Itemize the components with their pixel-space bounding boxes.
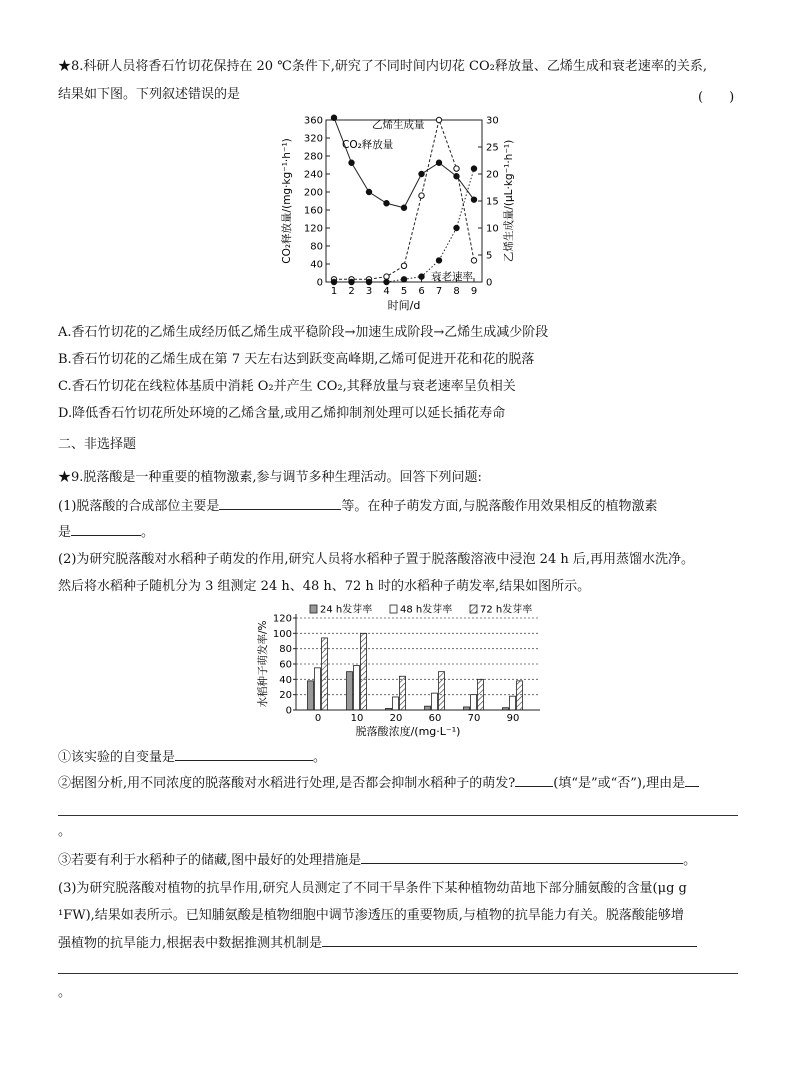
data-point [471,166,476,171]
y-tick-label: 80 [279,644,292,656]
q9-stem: ★9.脱落酸是一种重要的植物激素,参与调节多种生理活动。回答下列问题: [58,470,482,485]
y-left-tick-label: 40 [310,259,323,271]
data-point [384,279,389,284]
legend-label: 24 h发芽率 [320,604,373,616]
q9-part2-line2: 然后将水稻种子随机分为 3 组测定 24 h、48 h、72 h 时的水稻种子萌发率,结果如图所示。 [58,579,591,594]
q9-sub1-period: 。 [313,750,327,765]
legend-label: 72 h发芽率 [480,604,533,616]
legend-swatch [310,605,317,613]
q9-part2-line1: (2)为研究脱落酸对水稻种子萌发的作用,研究人员将水稻种子置于脱落酸溶液中浸泡 24 h 后,再用蒸馏水洗净。 [58,552,694,567]
y-right-tick-label: 10 [486,223,499,235]
x-tick-label: 7 [435,286,443,297]
q8-option-b: B.香石竹切花的乙烯生成在第 7 天左右达到跃变高峰期,乙烯可促进开花和花的脱落 [58,352,535,367]
q9-part3-line3 [58,934,697,953]
data-point [384,201,389,206]
y-left-tick-label: 280 [303,151,323,163]
y-tick-label: 20 [279,690,292,702]
bar [517,681,523,710]
data-point [401,205,406,210]
y-right-tick-label: 25 [486,142,499,154]
bar [308,681,314,710]
y-left-tick-label: 200 [303,187,323,199]
data-point [401,277,406,282]
data-point [384,274,389,279]
answer-blank-storage[interactable] [361,851,683,864]
series-line [334,118,474,208]
q9-part3-line2: ¹FW),结果如表所示。已知脯氨酸是植物细胞中调节渗透压的重要物质,与植物的抗旱能力有关。脱落酸能够增 [58,908,684,923]
x-tick-label: 8 [453,286,460,297]
y-left-axis-label: CO₂释放量/(mg·kg⁻¹·h⁻¹) [281,138,293,264]
bar [347,672,353,710]
y-right-axis-label: 乙烯生成量/(μL·kg⁻¹·h⁻¹) [503,139,515,263]
answer-blank-variable[interactable] [175,748,313,761]
x-tick-label: 60 [428,713,442,724]
y-right-tick-label: 30 [486,115,499,127]
data-point [349,160,354,165]
data-point [366,279,371,284]
q9-part3-text: 强植物的抗旱能力,根据表中数据推测其机制是 [58,936,323,951]
answer-blank-reason-start[interactable] [685,774,699,787]
q8-stem-line1: ★8.科研人员将香石竹切花保持在 20 ℃条件下,研究了不同时间内切花 CO₂释放量、乙烯生成和衰老速率的关系, [58,59,707,74]
answer-blank-hormone[interactable] [71,523,141,536]
bar [354,666,360,710]
x-axis-label: 时间/d [387,299,421,312]
x-tick-label: 9 [470,286,478,297]
q9-part1-line1 [58,497,658,516]
x-tick-label: 10 [350,713,364,724]
x-tick-label: 1 [330,286,338,297]
data-point [436,117,441,122]
bar [315,668,321,710]
y-left-tick-label: 320 [303,133,323,145]
y-left-tick-label: 360 [303,115,323,127]
series-label-co2: CO₂释放量 [342,139,394,151]
y-tick-label: 100 [272,628,292,640]
data-point [454,225,459,230]
answer-blank-synthesis-site[interactable] [219,497,341,510]
answer-blank-mechanism[interactable] [322,934,697,947]
y-tick-label: 0 [285,705,292,717]
data-point [436,160,441,165]
q9-sub3 [58,851,696,870]
q9-sub2-text: ②据图分析,用不同浓度的脱落酸对水稻进行处理,是否都会抑制水稻种子的萌发? [58,776,516,791]
legend-label: 48 h发芽率 [400,604,453,616]
data-point [419,171,424,176]
x-tick-label: 20 [389,713,403,724]
x-tick-label: 70 [467,713,481,724]
data-point [331,279,336,284]
q9-sub3-text: ③若要有利于水稻种子的储藏,图中最好的处理措施是 [58,853,362,868]
answer-blank-yes-no[interactable] [515,774,553,787]
y-left-tick-label: 80 [310,241,323,253]
q8-stem-line2: 结果如下图。下列叙述错误的是 [58,87,241,102]
q8-option-d: D.降低香石竹切花所处环境的乙烯含量,或用乙烯抑制剂处理可以延长插花寿命 [58,406,506,421]
q9-part1-period: 。 [141,525,155,540]
answer-line-reason[interactable] [58,815,738,816]
germination-bar-chart [250,600,560,740]
q9-part1-text-b: 等。在种子萌发方面,与脱落酸作用效果相反的植物激素 [341,499,658,514]
y-tick-label: 40 [279,674,292,686]
q9-part1-text-a: (1)脱落酸的合成部位主要是 [58,499,220,514]
q9-sub2-end: 。 [58,824,72,839]
y-left-tick-label: 0 [316,277,323,289]
series-label-senescence: 衰老速率 [431,271,473,283]
q9-sub2-text-b: (填“是”或“否”),理由是 [553,776,686,791]
data-point [349,279,354,284]
data-point [419,274,424,279]
q9-part3-end: 。 [58,985,72,1000]
bar [322,638,328,710]
bar [478,679,484,710]
q9-sub2 [58,774,699,793]
y-left-tick-label: 240 [303,169,323,181]
data-point [436,258,441,263]
bar [510,696,516,710]
data-point [366,189,371,194]
x-tick-label: 90 [506,713,520,724]
q8-option-a: A.香石竹切花的乙烯生成经历低乙烯生成平稳阶段→加速生成阶段→乙烯生成减少阶段 [58,325,549,340]
ethylene-co2-line-chart [260,110,540,320]
section-heading: 二、非选择题 [58,437,137,452]
data-point [454,166,459,171]
x-tick-label: 4 [383,286,390,297]
data-point [331,115,336,120]
q8-option-c: C.香石竹切花在线粒体基质中消耗 O₂并产生 CO₂,其释放量与衰老速率呈负相关 [58,379,516,394]
y-right-tick-label: 5 [486,250,493,262]
data-point [419,193,424,198]
y-tick-label: 120 [272,613,292,625]
y-left-tick-label: 160 [303,205,323,217]
x-tick-label: 2 [348,286,355,297]
legend-swatch [390,605,397,613]
q9-sub1 [58,748,326,767]
x-tick-label: 3 [365,286,373,297]
y-right-tick-label: 0 [486,277,493,289]
x-axis-label: 脱落酸浓度/(mg·L⁻¹) [355,725,461,738]
y-axis-label: 水稻种子萌发率/% [257,620,269,708]
q9-part3-line1: (3)为研究脱落酸对植物的抗旱作用,研究人员测定了不同干旱条件下某种植物幼苗地下部分脯氨酸的含量(μg g [58,881,687,896]
legend-swatch [470,605,477,613]
y-right-tick-label: 20 [486,169,499,181]
data-point [471,197,476,202]
data-point [401,263,406,268]
bar [361,633,367,710]
bar [439,672,445,710]
q9-sub1-text: ①该实验的自变量是 [58,750,176,765]
bar [425,706,431,710]
x-tick-label: 5 [400,286,408,297]
y-right-tick-label: 15 [486,196,499,208]
bar [393,697,399,710]
data-point [471,258,476,263]
answer-line-mechanism[interactable] [58,973,738,974]
q8-answer-paren: ( ) [698,90,735,105]
bar [400,676,406,710]
q9-part1-line2 [58,523,154,542]
y-tick-label: 60 [279,659,292,671]
series-label-ethylene: 乙烯生成量 [372,119,425,131]
y-left-tick-label: 120 [303,223,323,235]
x-tick-label: 6 [418,286,425,297]
q9-part1-text-c: 是 [58,525,72,540]
x-tick-label: 0 [314,713,322,724]
bar [471,695,477,710]
q9-sub3-period: 。 [683,853,697,868]
bar [432,693,438,710]
